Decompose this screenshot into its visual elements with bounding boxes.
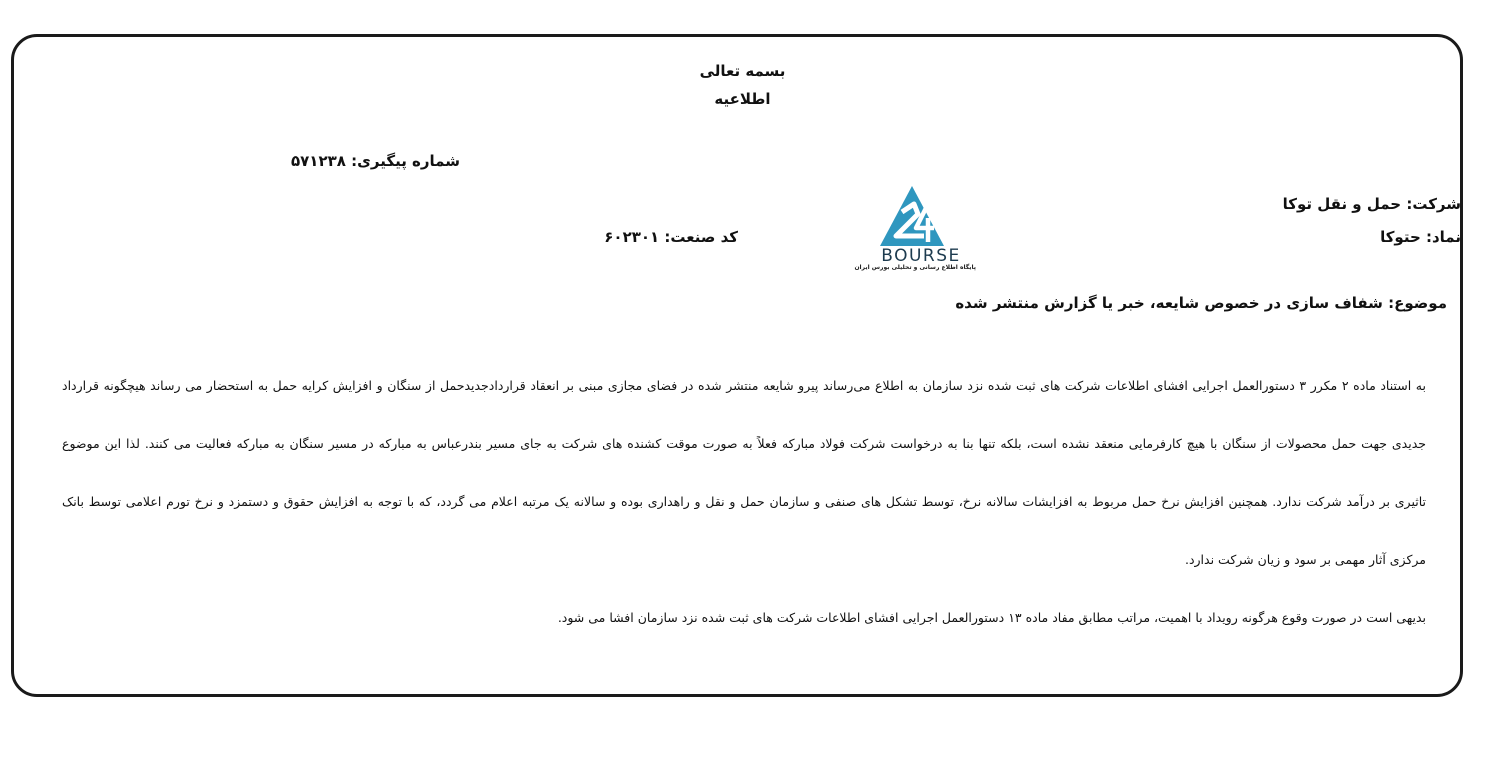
stock-symbol: نماد: حتوکا — [1380, 228, 1461, 246]
body-line: جدیدی جهت حمل محصولات از سنگان با هیچ کارفرمایی منعقد نشده است، بلکه تنها بنا به درخواست شرکت فولاد مبارکه فعلاً به صورت موقت کشنده های شرکت به جای مسیر بندرعباس به مبارکه در مسیر سنگان به مبارکه فعالیت می کنند. لذا این موضوع — [62, 436, 1426, 451]
industry-code: کد صنعت: ۶۰۲۳۰۱ — [604, 228, 738, 246]
body-line: مرکزی آثار مهمی بر سود و زیان شرکت ندارد. — [1184, 552, 1426, 567]
body-line: بدیهی است در صورت وقوع هرگونه رویداد با اهمیت، مراتب مطابق مفاد ماده ۱۳ دستورالعمل اجرایی افشای اطلاعات شرکت های ثبت شده نزد سازمان افشا می شود. — [557, 610, 1426, 625]
announcement-subject: موضوع: شفاف سازی در خصوص شایعه، خبر یا گزارش منتشر شده — [955, 294, 1447, 312]
logo-tagline: پایگاه اطلاع رسانی و تحلیلی بورس ایران — [854, 264, 976, 271]
tracking-number: شماره پیگیری: ۵۷۱۲۳۸ — [291, 152, 460, 170]
notice-title: اطلاعیه — [714, 90, 771, 108]
company-name: شرکت: حمل و نقل توکا — [1282, 195, 1461, 213]
bourse24-logo — [854, 184, 976, 276]
bismillah-heading: بسمه تعالی — [699, 62, 786, 80]
body-line: به استناد ماده ۲ مکرر ۳ دستورالعمل اجرایی افشای اطلاعات شرکت های ثبت شده نزد سازمان به اطلاع می‌رساند پیرو شایعه منتشر شده در فضای مجازی مبنی بر انعقاد قراردادجدیدحمل از سنگان و افزایش کرایه حمل به استحضار می رساند هیچگونه قرارداد — [62, 378, 1426, 393]
logo-brand-text: BOURSE — [881, 246, 961, 264]
bourse24-logo-graphic — [866, 184, 976, 264]
body-line: تاثیری بر درآمد شرکت ندارد. همچنین افزایش نرخ حمل مربوط به افزایشات سالانه نرخ، توسط تشکل های صنفی و سازمان حمل و نقل و راهداری بوده و سالانه یک مرتبه اعلام می گردد، که با توجه به افزایش حقوق و دستمزد و نرخ تورم اعلامی توسط بانک — [62, 494, 1426, 509]
document-frame — [11, 34, 1463, 697]
